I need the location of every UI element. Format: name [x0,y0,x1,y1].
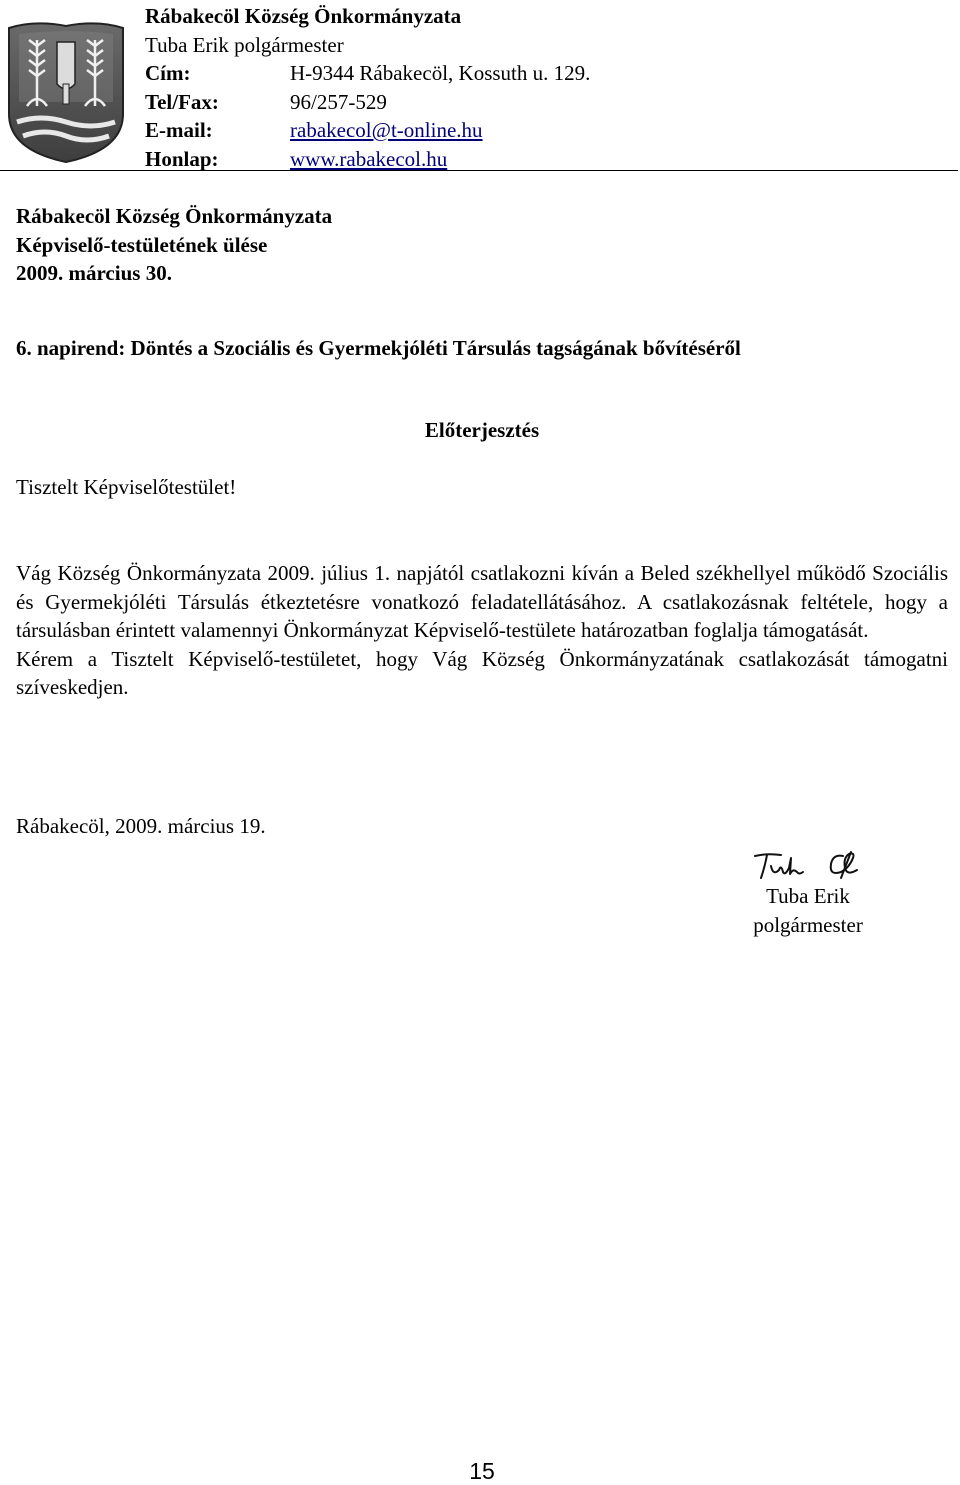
mayor-line: Tuba Erik polgármester [145,32,344,57]
meeting-line-2: Képviselő-testületének ülése [16,232,268,257]
greeting: Tisztelt Képviselőtestület! [16,475,237,499]
signer-block [738,882,878,939]
letterhead [145,2,590,173]
org-name: Rábakecöl Község Önkormányzata [145,4,462,28]
coat-of-arms-icon [5,22,127,164]
web-row [145,145,590,174]
signer-name: Tuba Erik [766,884,850,908]
phone-value: 96/257-529 [290,89,387,114]
web-link[interactable]: www.rabakecol.hu [290,146,448,171]
meeting-date: 2009. március 30. [16,261,172,285]
body-text [16,559,948,702]
page-number: 15 [469,1458,495,1484]
email-row [145,116,590,145]
phone-label: Tel/Fax: [145,89,219,114]
address-row [145,59,590,88]
meeting-line-1: Rábakecöl Község Önkormányzata [16,204,333,228]
agenda-title: 6. napirend: Döntés a Szociális és Gyermekjóléti Társulás tagságának bővítéséről [16,336,741,360]
signer-title: polgármester [753,912,863,937]
document-type-heading: Előterjesztés [424,418,540,442]
web-label: Honlap: [145,146,219,171]
email-link[interactable]: rabakecol@t-online.hu [290,118,483,142]
address-value: H-9344 Rábakecöl, Kossuth u. 129. [290,61,591,85]
body-paragraph-1: Vág Község Önkormányzata 2009. július 1. napjától csatlakozni kíván a Beled székhellyel működő Szociális és Gyermekjóléti Társulás étkeztetésre vonatkozó feladatellátásához. A csatlakozásnak feltétele, hogy a társulásban érintett valamennyi Önkormányzat Képviselő-testülete határozatban foglalja támogatását. [16,561,948,642]
meeting-info [16,202,332,288]
phone-row [145,88,590,117]
email-label: E-mail: [145,118,213,142]
body-paragraph-2: Kérem a Tisztelt Képviselő-testületet, hogy Vág Község Önkormányzatának csatlakozását támogatni szíveskedjen. [16,646,948,699]
header-divider [0,170,958,171]
signature-icon [745,848,875,884]
place-date: Rábakecöl, 2009. március 19. [16,814,266,838]
address-label: Cím: [145,61,191,85]
